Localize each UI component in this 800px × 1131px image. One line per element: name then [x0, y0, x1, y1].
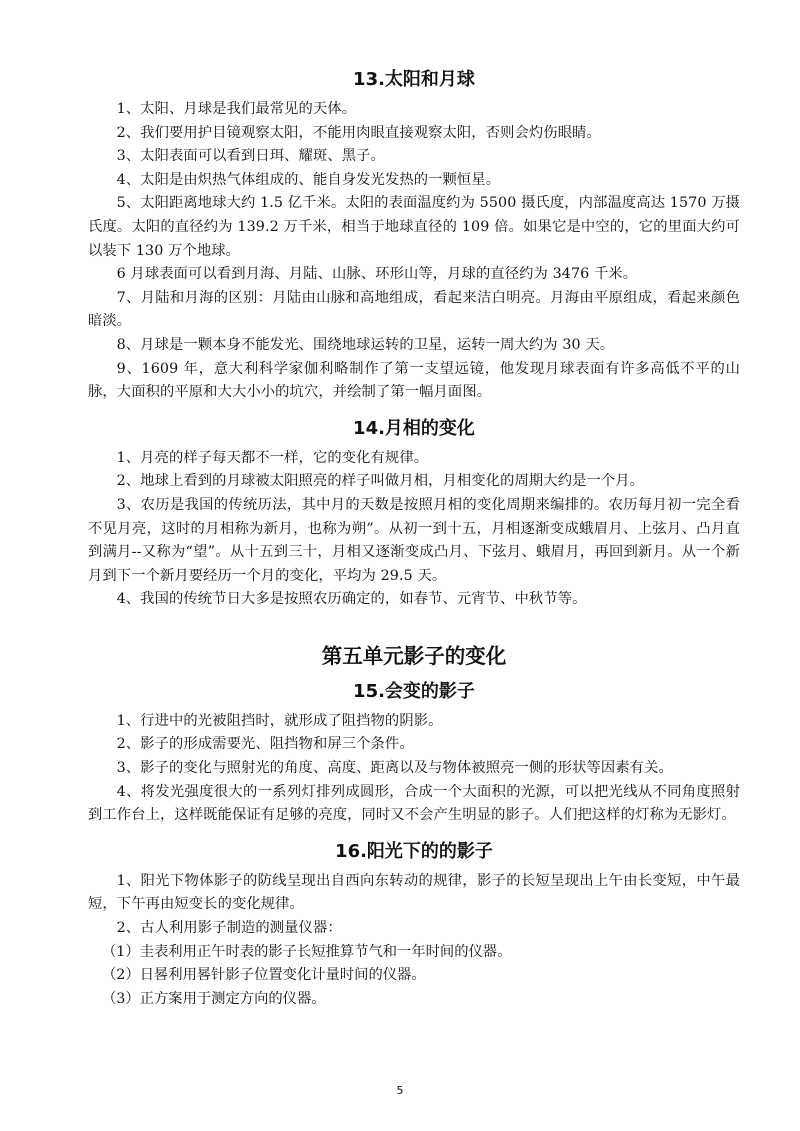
- paragraph: 6 月球表面可以看到月海、月陆、山脉、环形山等，月球的直径约为 3476 千米。: [116, 266, 638, 283]
- paragraph: 7、月陆和月海的区别：月陆由山脉和高地组成，看起来洁白明亮。月海由平原组成，看起来颜色暗淡。: [88, 289, 740, 330]
- paragraph: 1、月亮的样子每天都不一样，它的变化有规律。: [116, 449, 429, 466]
- page-number: 5: [396, 1084, 404, 1097]
- paragraph: 4、我国的传统节日大多是按照农历确定的，如春节、元宵节、中秋节等。: [116, 591, 587, 608]
- paragraph: 2、古人利用影子制造的测量仪器：: [116, 920, 342, 937]
- paragraph: 4、太阳是由炽热气体组成的、能自身发光发热的一颗恒星。: [116, 171, 501, 188]
- paragraph: 4、将发光强度很大的一系列灯排列成圆形，合成一个大面积的光源，可以把光线从不同角度照射到工作台上，这样既能保证有足够的亮度，同时又不会产生明显的影子。人们把这样的灯称为无影灯。: [88, 783, 740, 824]
- paragraph: 2、我们要用护目镜观察太阳，不能用肉眼直接观察太阳，否则会灼伤眼睛。: [116, 124, 601, 141]
- paragraph: 2、地球上看到的月球被太阳照亮的样子叫做月相，月相变化的周期大约是一个月。: [116, 473, 645, 490]
- section-title: 14.月相的变化: [353, 417, 475, 439]
- section-title: 15.会变的影子: [353, 680, 475, 702]
- sub-paragraph: （3）正方案用于测定方向的仪器。: [102, 990, 326, 1007]
- section-title: 16.阳光下的的影子: [335, 840, 493, 862]
- paragraph: 3、太阳表面可以看到日珥、耀斑、黑子。: [116, 148, 385, 165]
- paragraph: 3、农历是我国的传统历法，其中月的天数是按照月相的变化周期来编排的。农历每月初一完全看不见月亮，这时的月相称为新月，也称为朔”。从初一到十五，月相逐渐变成蛾眉月、上弦月、凸月直到满月--又称为“望”。从十五到三十，月相又逐渐变成凸月、下弦月、蛾眉月，再回到新月。从一个新月到下一个新月要经历一个月的变化，平均为 29.5 天。: [88, 496, 740, 584]
- page-content: [88, 66, 740, 1011]
- section-14: [88, 415, 740, 612]
- paragraph: 3、影子的变化与照射光的角度、高度、距离以及与物体被照亮一侧的形状等因素有关。: [116, 760, 673, 777]
- section-16: [88, 838, 740, 1012]
- section-13: [88, 66, 740, 405]
- section-15: [88, 678, 740, 828]
- paragraph: 1、阳光下物体影子的防线呈现出自西向东转动的规律，影子的长短呈现出上午由长变短，中午最短，下午再由短变长的变化规律。: [88, 872, 740, 913]
- paragraph: 2、影子的形成需要光、阻挡物和屏三个条件。: [116, 736, 414, 753]
- sub-paragraph: （2）日晷利用晷针影子位置变化计量时间的仪器。: [102, 967, 426, 984]
- paragraph: 1、太阳、月球是我们最常见的天体。: [116, 101, 357, 117]
- paragraph: 9、1609 年，意大利科学家伽利略制作了第一支望远镜，他发现月球表面有许多高低不平的山脉，大面积的平原和大大小小的坑穴，并绘制了第一幅月面图。: [88, 360, 740, 401]
- sub-paragraph: （1）圭表利用正午时表的影子长短推算节气和一年时间的仪器。: [102, 943, 512, 960]
- paragraph: 1、行进中的光被阻挡时，就形成了阻挡物的阴影。: [116, 712, 443, 729]
- section-title: 13.太阳和月球: [353, 69, 475, 90]
- paragraph: 8、月球是一颗本身不能发光、围绕地球运转的卫星，运转一周大约为 30 天。: [116, 336, 615, 353]
- unit-title: 第五单元影子的变化: [321, 643, 507, 668]
- paragraph: 5、太阳距离地球大约 1.5 亿千米。太阳的表面温度约为 5500 摄氏度，内部温度高达 1570 万摄氏度。太阳的直径约为 139.2 万千米，相当于地球直径的 109 倍。如果它是中空的，它的里面大约可以装下 130 万个地球。: [88, 195, 740, 259]
